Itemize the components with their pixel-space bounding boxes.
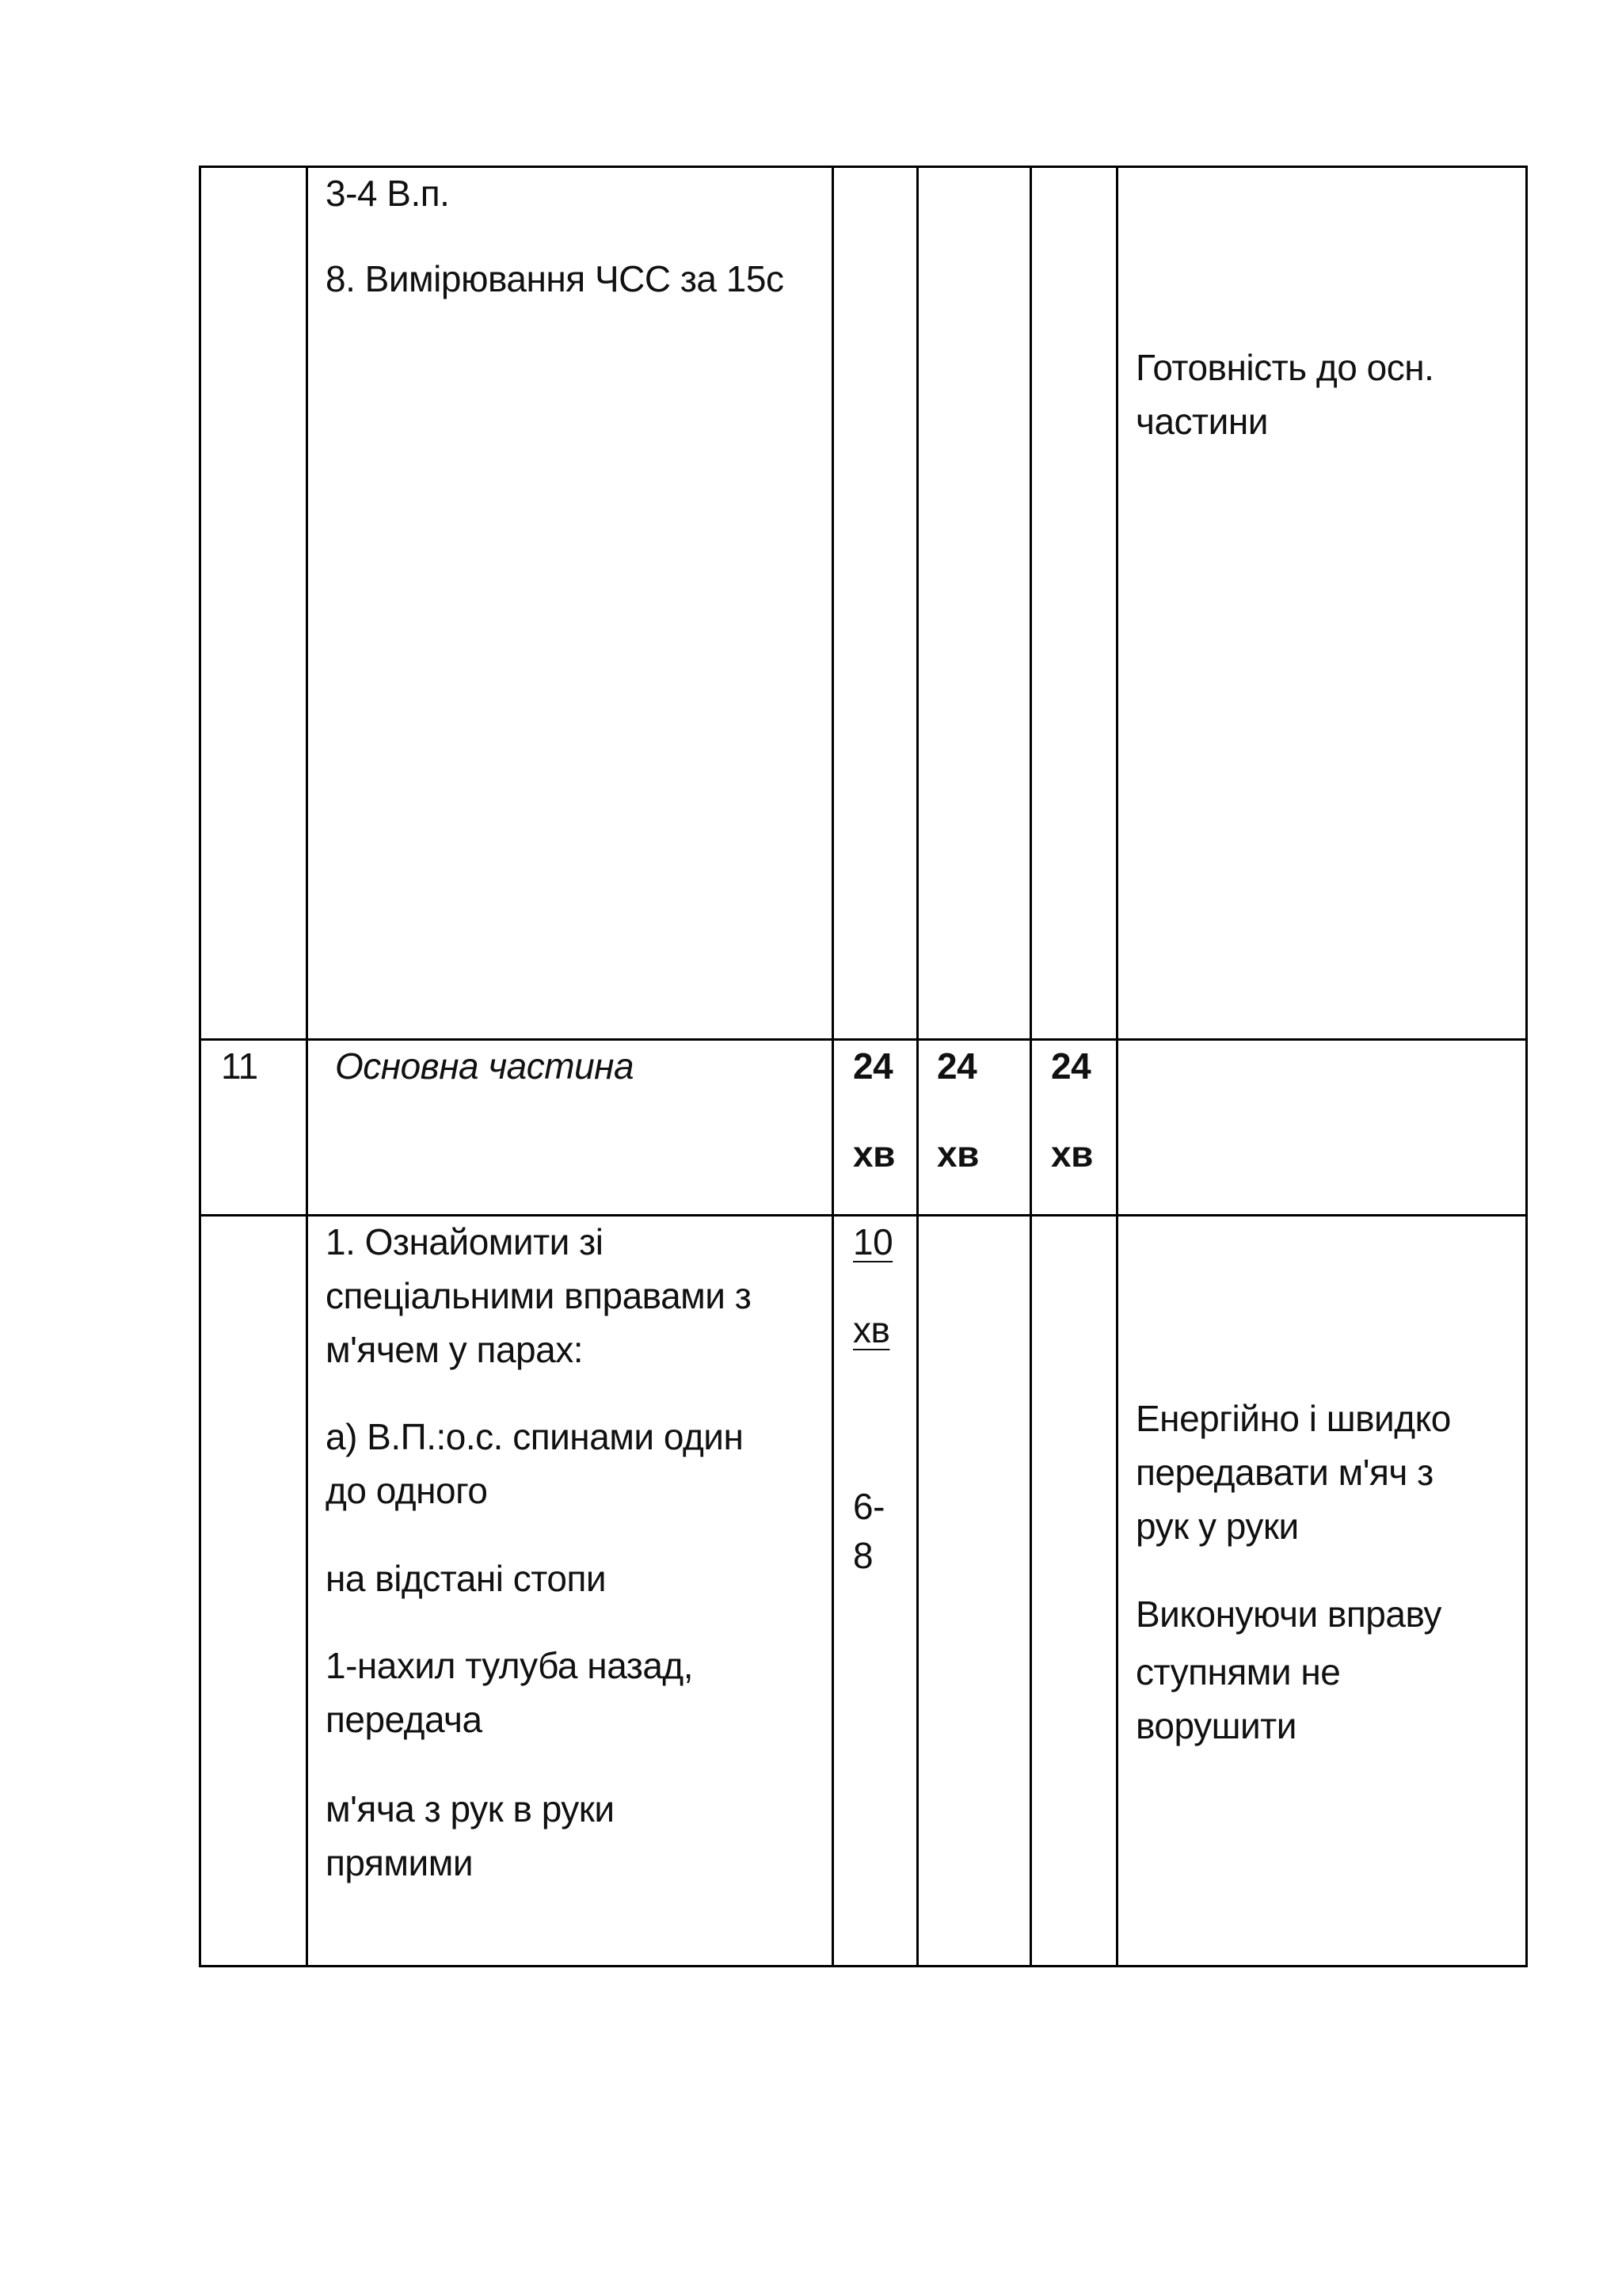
duration-value: 24	[937, 1045, 977, 1087]
table-border-bottom	[199, 1965, 1528, 1967]
exercise-step: спеціальними вправами з	[326, 1275, 752, 1316]
repetitions: 6-	[853, 1486, 885, 1527]
methodical-note: Готовність до осн.	[1136, 347, 1434, 388]
exercise-step: прямими	[326, 1842, 474, 1883]
table-col-divider	[1030, 166, 1032, 1967]
table-col-divider	[306, 166, 308, 1967]
duration-unit: хв	[937, 1133, 979, 1175]
methodical-note: ворушити	[1136, 1705, 1296, 1746]
table-border-right	[1525, 166, 1528, 1967]
table-col-divider	[916, 166, 919, 1967]
repetitions: 8	[853, 1535, 874, 1576]
duration-unit: хв	[853, 1309, 890, 1350]
duration-unit: хв	[853, 1133, 895, 1175]
duration-value: 10	[853, 1221, 893, 1262]
table-border-left	[199, 166, 201, 1967]
exercise-step: м'ячем у парах:	[326, 1329, 583, 1370]
duration-value: 24	[1051, 1045, 1091, 1087]
duration-value: 24	[853, 1045, 893, 1087]
methodical-note: рук у руки	[1136, 1506, 1299, 1547]
exercise-step: а) В.П.:о.с. спинами один	[326, 1416, 744, 1457]
row-number: 11	[221, 1045, 258, 1087]
duration-unit: хв	[1051, 1133, 1093, 1175]
methodical-note: частини	[1136, 401, 1268, 442]
exercise-step: до одного	[326, 1470, 488, 1511]
table-col-divider	[1116, 166, 1118, 1967]
exercise-step: передача	[326, 1699, 482, 1740]
methodical-note: Виконуючи вправу	[1136, 1593, 1441, 1635]
exercise-step: 8. Вимірювання ЧСС за 15с	[326, 258, 784, 299]
exercise-step: 1-нахил тулуба назад,	[326, 1645, 694, 1686]
exercise-step: 3-4 В.п.	[326, 173, 450, 214]
exercise-step: м'яча з рук в руки	[326, 1788, 615, 1830]
methodical-note: ступнями не	[1136, 1651, 1341, 1692]
exercise-step: на відстані стопи	[326, 1558, 607, 1599]
methodical-note: Енергійно і швидко	[1136, 1398, 1451, 1439]
methodical-note: передавати м'яч з	[1136, 1452, 1434, 1493]
exercise-step: 1. Ознайомити зі	[326, 1221, 603, 1262]
table-col-divider	[832, 166, 834, 1967]
section-title: Основна частина	[335, 1045, 634, 1087]
